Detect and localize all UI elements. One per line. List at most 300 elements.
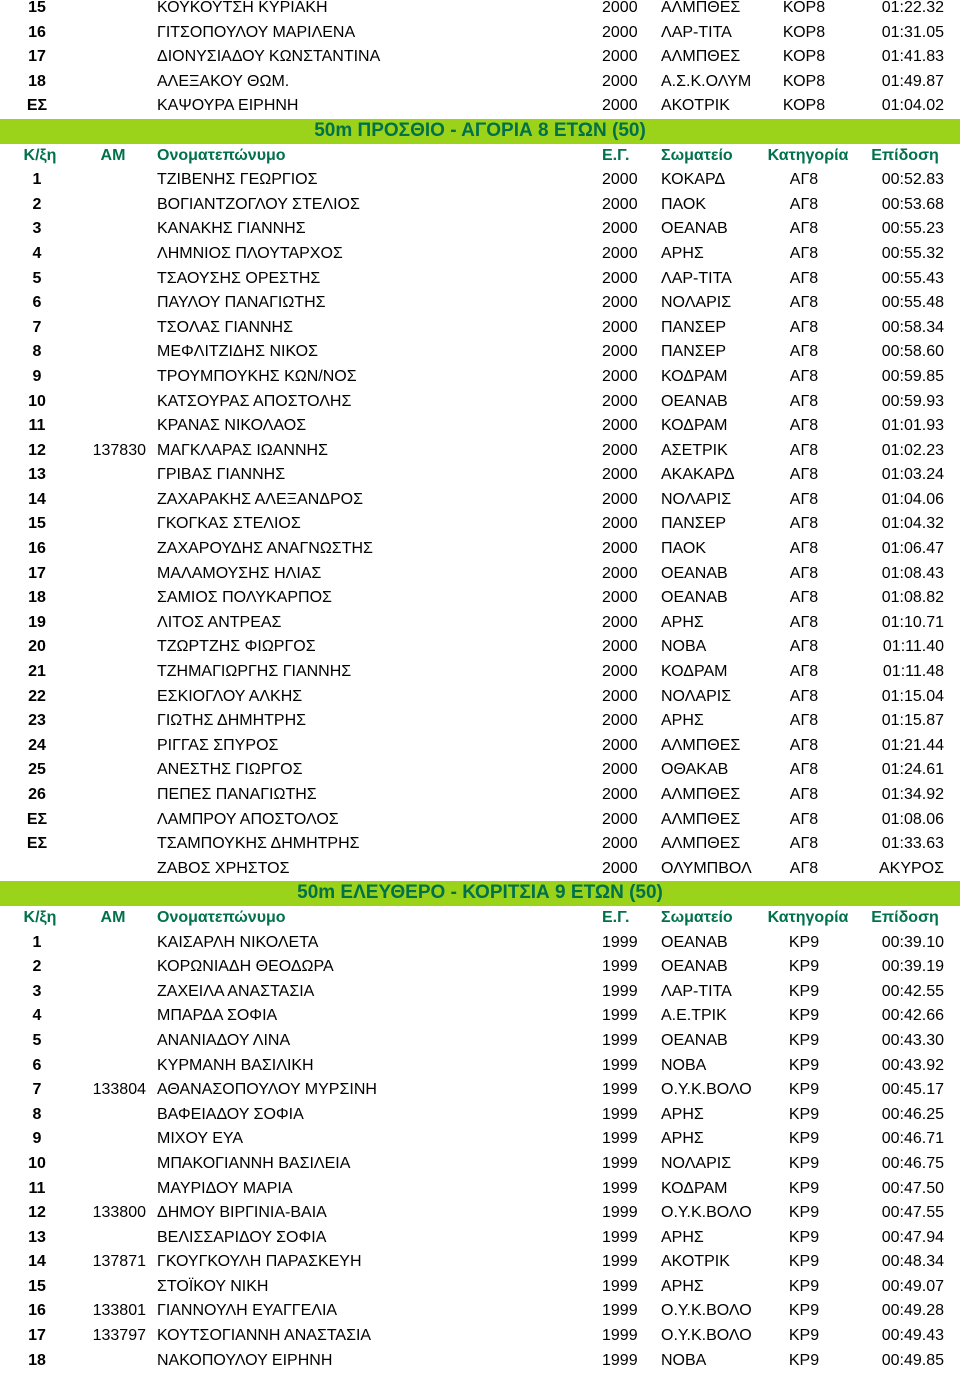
cell-category: ΑΓ8 <box>789 638 819 656</box>
cell-rank: 12 <box>28 441 46 459</box>
cell-rank: 24 <box>28 736 46 754</box>
cell-name: ΒΕΛΙΣΣΑΡΙΔΟΥ ΣΟΦΙΑ <box>157 1228 327 1246</box>
cell-category: ΑΓ8 <box>789 835 819 853</box>
cell-performance: 01:04.06 <box>881 490 944 508</box>
cell-name: ΓΙΑΝΝΟΥΛΗ ΕΥΑΓΓΕΛΙΑ <box>157 1302 338 1320</box>
header-am: ΑΜ <box>100 146 126 164</box>
cell-category: ΑΓ8 <box>789 318 819 336</box>
event-title: 50m ΠΡΟΣΘΙΟ - ΑΓΟΡΙΑ 8 ΕΤΩΝ (50) <box>0 119 960 144</box>
cell-rank: 26 <box>28 786 46 803</box>
cell-performance: 00:49.43 <box>881 1327 944 1345</box>
cell-rank: ΕΣ <box>26 97 48 115</box>
table-row <box>0 21 960 46</box>
cell-club: ΟΛΥΜΠΒΟΛ <box>661 859 752 877</box>
table-row <box>0 1226 960 1251</box>
cell-club: ΟΕΑΝΑΒ <box>661 392 728 410</box>
table-row <box>0 217 960 242</box>
cell-category: ΑΓ8 <box>789 564 819 582</box>
cell-category: ΚΡ9 <box>788 1253 820 1271</box>
cell-rank: 18 <box>28 1351 46 1369</box>
table-row <box>0 439 960 464</box>
cell-club: ΑΚΟΤΡΙΚ <box>661 97 730 115</box>
cell-category: ΑΓ8 <box>789 613 819 631</box>
cell-year: 2000 <box>602 23 638 41</box>
cell-name: ΚΥΡΜΑΝΗ ΒΑΣΙΛΙΚΗ <box>157 1056 314 1074</box>
cell-name: ΜΕΦΛΙΤΖΙΔΗΣ ΝΙΚΟΣ <box>157 343 318 361</box>
cell-rank: 20 <box>28 638 46 656</box>
cell-name: ΔΙΟΝΥΣΙΑΔΟΥ ΚΩΝΣΤΑΝΤΙΝΑ <box>157 48 381 66</box>
cell-performance: 00:55.32 <box>881 244 944 262</box>
cell-category: ΚΡ9 <box>788 958 820 976</box>
cell-category: ΑΓ8 <box>789 294 819 312</box>
cell-club: ΑΡΗΣ <box>661 244 704 262</box>
cell-performance: 01:08.43 <box>881 564 944 582</box>
cell-year: 1999 <box>602 1154 638 1172</box>
table-row <box>0 1177 960 1202</box>
cell-performance: 01:08.06 <box>881 810 944 828</box>
cell-year: 2000 <box>602 712 638 730</box>
cell-year: 1999 <box>602 1007 638 1025</box>
cell-category: ΑΓ8 <box>789 589 819 607</box>
cell-year: 2000 <box>602 490 638 508</box>
cell-category: ΑΓ8 <box>789 736 819 754</box>
cell-category: ΚΟΡ8 <box>782 0 826 16</box>
cell-year: 1999 <box>602 1179 638 1197</box>
cell-year: 2000 <box>602 97 638 115</box>
header-rank: Κ/ξη <box>23 908 57 926</box>
cell-rank: 17 <box>28 48 46 66</box>
header-rank: Κ/ξη <box>23 146 57 164</box>
cell-club: ΑΛΜΠΘΕΣ <box>661 786 741 803</box>
cell-performance: 00:47.94 <box>881 1228 944 1246</box>
cell-club: ΛΑΡ-ΤΙΤΑ <box>661 982 732 1000</box>
cell-performance: 00:49.07 <box>881 1277 944 1295</box>
cell-club: ΑΡΗΣ <box>661 1228 704 1246</box>
cell-performance: 01:03.24 <box>881 466 944 484</box>
cell-performance: 01:15.87 <box>881 712 944 730</box>
cell-performance: 00:48.34 <box>881 1253 944 1271</box>
event-title: 50m ΕΛΕΥΘΕΡΟ - ΚΟΡΙΤΣΙΑ 9 ΕΤΩΝ (50) <box>0 881 960 906</box>
cell-club: ΝΟΛΑΡΙΣ <box>661 687 732 705</box>
cell-rank: 25 <box>28 761 46 779</box>
cell-year: 2000 <box>602 343 638 361</box>
cell-year: 2000 <box>602 810 638 828</box>
cell-rank: 6 <box>32 1056 42 1074</box>
cell-performance: 01:02.23 <box>881 441 944 459</box>
cell-name: ΑΘΑΝΑΣΟΠΟΥΛΟΥ ΜΥΡΣΙΝΗ <box>157 1081 377 1099</box>
cell-category: ΚΡ9 <box>788 1228 820 1246</box>
cell-performance: 00:59.93 <box>881 392 944 410</box>
cell-name: ΓΚΟΓΚΑΣ ΣΤΕΛΙΟΣ <box>157 515 301 533</box>
cell-rank: 11 <box>28 1179 46 1197</box>
cell-category: ΚΡ9 <box>788 1302 820 1320</box>
cell-category: ΚΡ9 <box>788 1105 820 1123</box>
cell-performance: 00:43.30 <box>881 1031 944 1049</box>
cell-club: ΛΑΡ-ΤΙΤΑ <box>661 269 732 287</box>
cell-club: ΠΑΟΚ <box>661 195 707 213</box>
cell-performance: 01:24.61 <box>881 761 944 779</box>
cell-name: ΜΑΥΡΙΔΟΥ ΜΑΡΙΑ <box>157 1179 293 1197</box>
cell-club: ΝΟΒΑ <box>661 1056 707 1074</box>
cell-rank: 18 <box>28 72 46 90</box>
cell-year: 2000 <box>602 0 638 16</box>
cell-year: 2000 <box>602 195 638 213</box>
cell-performance: 00:55.23 <box>881 220 944 238</box>
table-row <box>0 537 960 562</box>
cell-category: ΑΓ8 <box>789 171 819 189</box>
cell-category: ΚΡ9 <box>788 1277 820 1295</box>
cell-name: ΤΣΟΛΑΣ ΓΙΑΝΝΗΣ <box>157 318 293 336</box>
cell-category: ΑΓ8 <box>789 859 819 877</box>
header-performance: Επίδοση <box>871 146 939 164</box>
cell-category: ΑΓ8 <box>789 441 819 459</box>
header-year: Ε.Γ. <box>602 908 630 926</box>
cell-performance: 01:21.44 <box>881 736 944 754</box>
cell-rank: 21 <box>28 663 46 681</box>
table-row <box>0 1250 960 1275</box>
cell-rank: 1 <box>32 171 42 189</box>
cell-club: ΑΡΗΣ <box>661 1105 704 1123</box>
cell-performance: 01:31.05 <box>881 23 944 41</box>
cell-year: 2000 <box>602 220 638 238</box>
table-row <box>0 414 960 439</box>
cell-club: ΠΑΝΣΕΡ <box>661 515 727 533</box>
cell-club: Α.Ε.ΤΡΙΚ <box>661 1007 727 1025</box>
table-row <box>0 316 960 341</box>
cell-name: ΚΟΡΩΝΙΑΔΗ ΘΕΟΔΩΡΑ <box>157 958 334 976</box>
cell-category: ΑΓ8 <box>789 244 819 262</box>
cell-club: ΛΑΡ-ΤΙΤΑ <box>661 23 732 41</box>
cell-performance: 01:06.47 <box>881 540 944 558</box>
cell-club: ΑΡΗΣ <box>661 712 704 730</box>
cell-club: ΑΛΜΠΘΕΣ <box>661 835 741 853</box>
cell-club: ΠΑΝΣΕΡ <box>661 343 727 361</box>
cell-name: ΠΕΠΕΣ ΠΑΝΑΓΙΩΤΗΣ <box>157 786 317 803</box>
table-row <box>0 70 960 95</box>
cell-name: ΤΣΑΜΠΟΥΚΗΣ ΔΗΜΗΤΡΗΣ <box>157 835 360 853</box>
cell-category: ΑΓ8 <box>789 417 819 435</box>
cell-club: ΑΣΕΤΡΙΚ <box>661 441 728 459</box>
cell-year: 2000 <box>602 786 638 803</box>
table-row <box>0 931 960 956</box>
cell-year: 2000 <box>602 663 638 681</box>
table-row <box>0 635 960 660</box>
cell-performance: 01:11.40 <box>882 638 944 656</box>
header-club: Σωματείο <box>661 908 733 926</box>
cell-name: ΜΑΛΑΜΟΥΣΗΣ ΗΛΙΑΣ <box>157 564 322 582</box>
cell-name: ΖΑΧΑΡΟΥΔΗΣ ΑΝΑΓΝΩΣΤΗΣ <box>157 540 373 558</box>
cell-performance: 00:42.66 <box>881 1007 944 1025</box>
cell-name: ΛΙΤΟΣ ΑΝΤΡΕΑΣ <box>157 613 282 631</box>
cell-performance: 01:01.93 <box>881 417 944 435</box>
cell-club: ΑΡΗΣ <box>661 613 704 631</box>
cell-rank: 15 <box>28 1277 46 1295</box>
table-row <box>0 1152 960 1177</box>
cell-year: 2000 <box>602 736 638 754</box>
cell-club: ΑΛΜΠΘΕΣ <box>661 0 741 16</box>
cell-club: ΟΕΑΝΑΒ <box>661 958 728 976</box>
cell-rank: 13 <box>28 1228 46 1246</box>
cell-name: ΔΗΜΟΥ ΒΙΡΓΙΝΙΑ-ΒΑΙΑ <box>157 1204 327 1222</box>
table-row <box>0 1299 960 1324</box>
cell-name: ΜΠΑΡΔΑ ΣΟΦΙΑ <box>157 1007 278 1025</box>
table-row <box>0 1324 960 1349</box>
cell-club: ΑΚΟΤΡΙΚ <box>661 1253 730 1271</box>
cell-year: 2000 <box>602 638 638 656</box>
cell-name: ΤΣΑΟΥΣΗΣ ΟΡΕΣΤΗΣ <box>157 269 321 287</box>
cell-performance: 00:53.68 <box>881 195 944 213</box>
table-row <box>0 980 960 1005</box>
cell-rank: 8 <box>32 343 42 361</box>
cell-performance: 01:08.82 <box>881 589 944 607</box>
table-row <box>0 1349 960 1373</box>
cell-club: ΑΡΗΣ <box>661 1130 704 1148</box>
header-am: ΑΜ <box>100 908 126 926</box>
cell-club: ΟΕΑΝΑΒ <box>661 589 728 607</box>
cell-am: 133801 <box>92 1302 146 1320</box>
cell-rank: 7 <box>32 1081 42 1099</box>
cell-name: ΓΡΙΒΑΣ ΓΙΑΝΝΗΣ <box>157 466 286 484</box>
cell-rank: 23 <box>28 712 46 730</box>
cell-year: 1999 <box>602 1031 638 1049</box>
cell-performance: 00:52.83 <box>881 171 944 189</box>
cell-club: ΑΡΗΣ <box>661 1277 704 1295</box>
cell-category: ΚΡ9 <box>788 1130 820 1148</box>
cell-category: ΚΟΡ8 <box>782 48 826 66</box>
table-row <box>0 857 960 882</box>
cell-club: ΚΟΔΡΑΜ <box>661 1179 728 1197</box>
column-header <box>0 906 960 931</box>
header-performance: Επίδοση <box>871 908 939 926</box>
table-row <box>0 1127 960 1152</box>
cell-year: 1999 <box>602 1105 638 1123</box>
cell-performance: 01:11.48 <box>882 663 944 681</box>
cell-year: 1999 <box>602 1056 638 1074</box>
cell-club: ΟΕΑΝΑΒ <box>661 220 728 238</box>
cell-name: ΕΣΚΙΟΓΛΟΥ ΑΛΚΗΣ <box>157 687 303 705</box>
table-row <box>0 365 960 390</box>
cell-category: ΚΡ9 <box>788 1327 820 1345</box>
cell-club: ΚΟΔΡΑΜ <box>661 663 728 681</box>
cell-name: ΒΑΦΕΙΑΔΟΥ ΣΟΦΙΑ <box>157 1105 304 1123</box>
cell-category: ΑΓ8 <box>789 220 819 238</box>
cell-year: 2000 <box>602 367 638 385</box>
table-row <box>0 512 960 537</box>
cell-year: 2000 <box>602 48 638 66</box>
cell-category: ΑΓ8 <box>789 540 819 558</box>
cell-year: 1999 <box>602 1081 638 1099</box>
cell-rank: 15 <box>28 515 46 533</box>
cell-name: ΤΡΟΥΜΠΟΥΚΗΣ ΚΩΝ/ΝΟΣ <box>157 367 357 385</box>
cell-name: ΚΟΥΚΟΥΤΣΗ ΚΥΡΙΑΚΗ <box>157 0 328 16</box>
table-row <box>0 340 960 365</box>
cell-name: ΖΑΒΟΣ ΧΡΗΣΤΟΣ <box>157 859 290 877</box>
table-row <box>0 463 960 488</box>
cell-rank: 9 <box>32 367 42 385</box>
cell-category: ΚΡ9 <box>788 1179 820 1197</box>
cell-rank: 14 <box>28 1253 46 1271</box>
cell-club: ΟΕΑΝΑΒ <box>661 1031 728 1049</box>
cell-name: ΓΚΟΥΓΚΟΥΛΗ ΠΑΡΑΣΚΕΥΗ <box>157 1253 362 1271</box>
cell-name: ΡΙΓΓΑΣ ΣΠΥΡΟΣ <box>157 736 279 754</box>
cell-name: ΠΑΥΛΟΥ ΠΑΝΑΓΙΩΤΗΣ <box>157 294 326 312</box>
table-row <box>0 660 960 685</box>
cell-year: 1999 <box>602 1204 638 1222</box>
cell-rank: 6 <box>32 294 42 312</box>
table-row <box>0 709 960 734</box>
cell-club: ΟΘΑΚΑΒ <box>661 761 729 779</box>
cell-club: ΟΕΑΝΑΒ <box>661 564 728 582</box>
cell-rank: 18 <box>28 589 46 607</box>
cell-category: ΑΓ8 <box>789 810 819 828</box>
table-row <box>0 783 960 808</box>
cell-am: 133797 <box>92 1327 146 1345</box>
cell-year: 2000 <box>602 244 638 262</box>
header-name: Ονοματεπώνυμο <box>157 908 286 926</box>
cell-rank: 17 <box>28 1327 46 1345</box>
table-row <box>0 758 960 783</box>
cell-club: ΝΟΛΑΡΙΣ <box>661 490 732 508</box>
cell-rank: 11 <box>28 417 46 435</box>
table-row <box>0 808 960 833</box>
cell-category: ΚΡ9 <box>788 1031 820 1049</box>
cell-year: 1999 <box>602 1130 638 1148</box>
cell-category: ΑΓ8 <box>789 515 819 533</box>
cell-performance: 01:15.04 <box>881 687 944 705</box>
table-row <box>0 267 960 292</box>
table-row <box>0 734 960 759</box>
table-row <box>0 1078 960 1103</box>
cell-am: 133804 <box>92 1081 146 1099</box>
cell-rank: 5 <box>32 269 42 287</box>
cell-year: 2000 <box>602 687 638 705</box>
cell-name: ΚΑΨΟΥΡΑ ΕΙΡΗΝΗ <box>157 97 299 115</box>
cell-category: ΑΓ8 <box>789 343 819 361</box>
table-row <box>0 832 960 857</box>
cell-club: Α.Σ.Κ.ΟΛΥΜ <box>661 72 752 90</box>
table-row <box>0 168 960 193</box>
cell-category: ΑΓ8 <box>789 786 819 803</box>
table-row <box>0 955 960 980</box>
cell-performance: 00:46.75 <box>881 1154 944 1172</box>
cell-year: 2000 <box>602 515 638 533</box>
cell-performance: 01:04.02 <box>881 97 944 115</box>
cell-rank: 8 <box>32 1105 42 1123</box>
cell-name: ΑΝΑΝΙΑΔΟΥ ΛΙΝΑ <box>157 1031 291 1049</box>
table-row <box>0 586 960 611</box>
cell-name: ΖΑΧΕΙΛΑ ΑΝΑΣΤΑΣΙΑ <box>157 982 315 1000</box>
cell-rank: 2 <box>32 958 42 976</box>
cell-name: ΚΟΥΤΣΟΓΙΑΝΝΗ ΑΝΑΣΤΑΣΙΑ <box>157 1327 372 1345</box>
cell-rank: 10 <box>28 392 46 410</box>
cell-performance: 00:45.17 <box>881 1081 944 1099</box>
cell-category: ΚΡ9 <box>788 1204 820 1222</box>
cell-performance: 01:49.87 <box>881 72 944 90</box>
cell-club: ΚΟΚΑΡΔ <box>661 171 726 189</box>
table-row <box>0 685 960 710</box>
cell-club: Ο.Υ.Κ.ΒΟΛΟ <box>661 1204 752 1222</box>
cell-category: ΚΡ9 <box>788 1056 820 1074</box>
header-club: Σωματείο <box>661 146 733 164</box>
cell-performance: 00:46.25 <box>881 1105 944 1123</box>
cell-category: ΚΡ9 <box>788 982 820 1000</box>
table-row <box>0 1029 960 1054</box>
header-category: Κατηγορία <box>767 908 849 926</box>
cell-club: ΠΑΟΚ <box>661 540 707 558</box>
cell-name: ΣΑΜΙΟΣ ΠΟΛΥΚΑΡΠΟΣ <box>157 589 332 607</box>
cell-year: 2000 <box>602 564 638 582</box>
cell-rank: 3 <box>32 220 42 238</box>
cell-rank: ΕΣ <box>26 835 48 853</box>
cell-name: ΤΖΩΡΤΖΗΣ ΦΙΩΡΓΟΣ <box>157 638 316 656</box>
table-row <box>0 562 960 587</box>
cell-performance: 00:47.55 <box>881 1204 944 1222</box>
cell-club: ΠΑΝΣΕΡ <box>661 318 727 336</box>
cell-club: ΑΛΜΠΘΕΣ <box>661 810 741 828</box>
cell-year: 2000 <box>602 761 638 779</box>
table-row <box>0 45 960 70</box>
cell-performance: 01:04.32 <box>881 515 944 533</box>
cell-category: ΑΓ8 <box>789 195 819 213</box>
cell-performance: 00:55.43 <box>881 269 944 287</box>
cell-name: ΚΑΙΣΑΡΛΗ ΝΙΚΟΛΕΤΑ <box>157 933 319 951</box>
cell-performance: 00:59.85 <box>881 367 944 385</box>
cell-performance: 00:42.55 <box>881 982 944 1000</box>
cell-year: 2000 <box>602 835 638 853</box>
cell-year: 1999 <box>602 1277 638 1295</box>
cell-category: ΚΡ9 <box>788 1007 820 1025</box>
cell-rank: 14 <box>28 490 46 508</box>
cell-name: ΓΙΩΤΗΣ ΔΗΜΗΤΡΗΣ <box>157 712 307 730</box>
cell-performance: 00:55.48 <box>881 294 944 312</box>
cell-rank: 16 <box>28 540 46 558</box>
table-row <box>0 1201 960 1226</box>
cell-performance: 00:39.19 <box>881 958 944 976</box>
cell-name: ΓΙΤΣΟΠΟΥΛΟΥ ΜΑΡΙΛΕΝΑ <box>157 23 356 41</box>
table-row <box>0 1054 960 1079</box>
cell-am: 137871 <box>92 1253 146 1271</box>
table-row <box>0 193 960 218</box>
cell-name: ΣΤΟΪΚΟΥ ΝΙΚΗ <box>157 1277 269 1295</box>
cell-name: ΛΑΜΠΡΟΥ ΑΠΟΣΤΟΛΟΣ <box>157 810 339 828</box>
cell-rank: 10 <box>28 1154 46 1172</box>
table-row <box>0 94 960 119</box>
cell-rank: 9 <box>32 1130 42 1148</box>
cell-year: 1999 <box>602 1253 638 1271</box>
cell-category: ΑΓ8 <box>789 367 819 385</box>
cell-rank: 13 <box>28 466 46 484</box>
cell-year: 2000 <box>602 466 638 484</box>
column-header <box>0 144 960 169</box>
cell-club: ΝΟΛΑΡΙΣ <box>661 294 732 312</box>
cell-rank: 4 <box>32 244 42 262</box>
cell-club: ΝΟΛΑΡΙΣ <box>661 1154 732 1172</box>
cell-name: ΚΑΤΣΟΥΡΑΣ ΑΠΟΣΤΟΛΗΣ <box>157 392 352 410</box>
cell-rank: 12 <box>28 1204 46 1222</box>
cell-name: ΝΑΚΟΠΟΥΛΟΥ ΕΙΡΗΝΗ <box>157 1351 333 1369</box>
table-row <box>0 1004 960 1029</box>
cell-rank: 3 <box>32 982 42 1000</box>
cell-year: 1999 <box>602 1351 638 1369</box>
cell-performance: 00:39.10 <box>881 933 944 951</box>
cell-year: 2000 <box>602 417 638 435</box>
cell-name: ΑΝΕΣΤΗΣ ΓΙΩΡΓΟΣ <box>157 761 303 779</box>
cell-performance: 00:58.60 <box>881 343 944 361</box>
cell-club: Ο.Υ.Κ.ΒΟΛΟ <box>661 1081 752 1099</box>
cell-year: 2000 <box>602 859 638 877</box>
cell-category: ΚΟΡ8 <box>782 23 826 41</box>
cell-rank: 2 <box>32 195 42 213</box>
